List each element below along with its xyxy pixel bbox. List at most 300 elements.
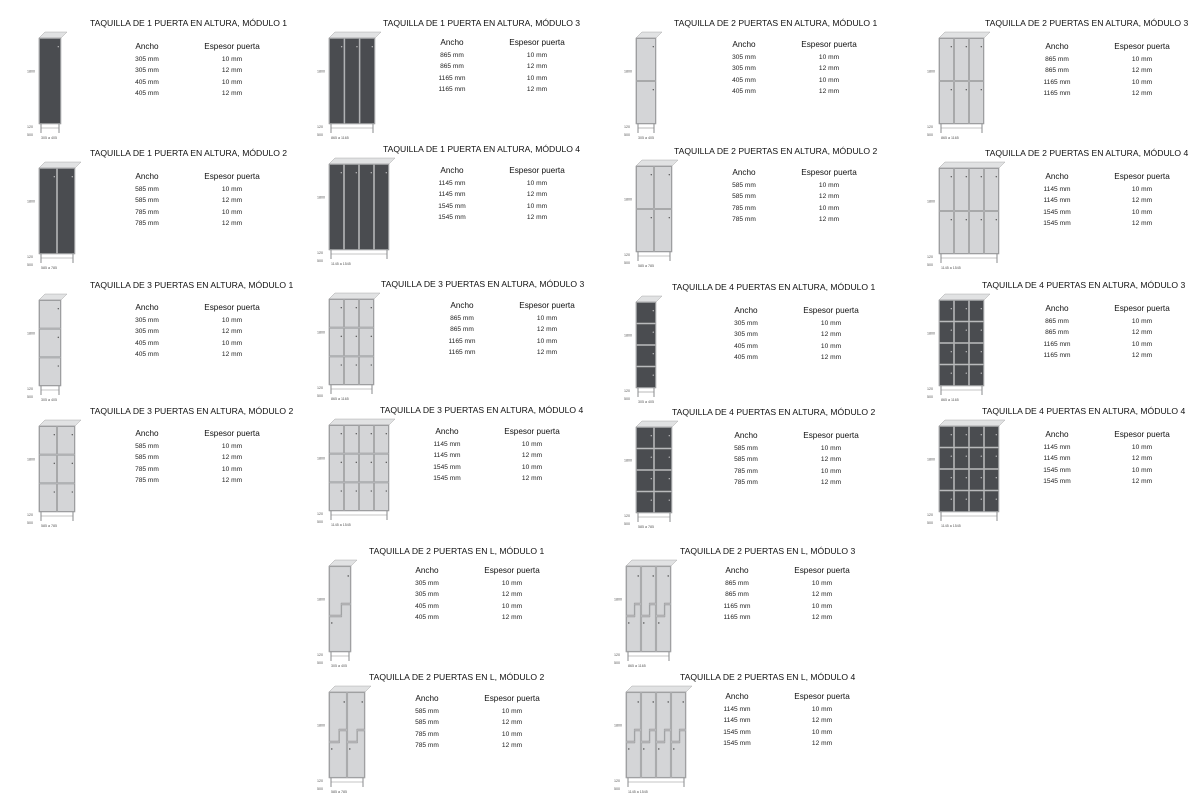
thickness-value: 12 mm [536, 349, 558, 357]
lock-icon [966, 89, 967, 90]
lock-icon [386, 462, 387, 463]
thickness-value: 12 mm [811, 591, 833, 599]
lock-icon [981, 434, 982, 435]
leg-dimension-label: 120 [927, 255, 933, 259]
lock-icon [658, 748, 659, 749]
locker-door [40, 358, 61, 385]
leg-dimension-label: 120 [317, 653, 323, 657]
width-column-header: Ancho [732, 168, 756, 177]
depth-dimension-label: 500 [27, 133, 33, 137]
thickness-value: 10 mm [221, 78, 243, 86]
locker-door [360, 165, 374, 250]
locker-door [970, 169, 984, 211]
height-dimension-label: 1800 [317, 69, 325, 74]
spec-table [717, 168, 887, 226]
locker-module-card [925, 280, 1204, 400]
locker-door [940, 82, 954, 124]
lock-icon [386, 490, 387, 491]
spec-row [435, 336, 605, 347]
leg-dimension-label: 120 [927, 513, 933, 517]
spec-row [719, 318, 889, 329]
lock-icon [341, 433, 342, 434]
locker-door [375, 483, 389, 510]
lock-icon [951, 477, 952, 478]
spec-row [425, 84, 595, 95]
lock-icon [341, 307, 342, 308]
locker-door [940, 344, 954, 364]
locker-door [955, 39, 969, 81]
locker-module-card [315, 546, 605, 666]
locker-door [330, 483, 344, 510]
leg-dimension-label: 120 [624, 514, 630, 518]
locker-door [637, 324, 656, 344]
width-dimension-label: 865 a 1165 [941, 398, 959, 402]
width-dimension-label: 585 a 785 [331, 790, 347, 794]
lock-icon [981, 373, 982, 374]
depth-dimension-label: 500 [317, 394, 323, 398]
lock-icon [643, 748, 644, 749]
width-value: 1545 mm [438, 214, 466, 222]
locker-door [970, 82, 984, 124]
spec-row [719, 329, 889, 340]
lock-icon [981, 330, 982, 331]
lock-icon [331, 622, 332, 623]
lock-icon [951, 46, 952, 47]
locker-door [40, 169, 57, 254]
height-dimension-label: 1800 [927, 199, 935, 204]
locker-door [637, 167, 654, 209]
spec-row [710, 589, 880, 600]
lock-icon [386, 433, 387, 434]
lock-icon [356, 46, 357, 47]
depth-dimension-label: 500 [317, 787, 323, 791]
width-value: 305 mm [734, 331, 758, 339]
thickness-column-header: Espesor puerta [801, 168, 857, 177]
locker-door [970, 212, 984, 254]
thickness-value: 12 mm [1131, 90, 1153, 98]
thickness-value: 12 mm [521, 475, 543, 483]
width-value: 1145 mm [433, 441, 461, 448]
spec-row [717, 214, 887, 225]
lock-icon [54, 434, 55, 435]
lock-icon [981, 89, 982, 90]
width-column-header: Ancho [415, 694, 439, 703]
lock-icon [951, 176, 952, 177]
spec-row [719, 466, 889, 477]
spec-table [1030, 430, 1200, 488]
width-dimension-label: 1145 a 1545 [331, 262, 351, 266]
width-value: 405 mm [415, 602, 439, 610]
locker-door [40, 301, 61, 328]
lock-icon [341, 364, 342, 365]
thickness-value: 12 mm [820, 354, 842, 362]
lock-icon [653, 353, 654, 354]
locker-module-card [612, 672, 902, 792]
thickness-value: 10 mm [1131, 78, 1153, 86]
width-value: 305 mm [732, 65, 756, 73]
locker-illustration [622, 146, 702, 266]
width-value: 785 mm [732, 204, 756, 212]
locker-illustration [925, 406, 1005, 526]
locker-top [329, 560, 357, 566]
locker-module-card [25, 148, 315, 268]
spec-table [120, 42, 290, 100]
spec-row [120, 326, 290, 337]
lock-icon [651, 500, 652, 501]
lock-icon [669, 435, 670, 436]
module-title: TAQUILLA DE 4 PUERTAS EN ALTURA, MÓDULO 3 [982, 280, 1186, 290]
lock-icon [981, 219, 982, 220]
locker-door [345, 483, 359, 510]
lock-icon [58, 337, 59, 338]
thickness-value: 10 mm [521, 463, 543, 471]
lock-icon [966, 499, 967, 500]
width-value: 1545 mm [1043, 208, 1071, 216]
thickness-value: 12 mm [1131, 352, 1153, 360]
width-dimension-label: 585 a 785 [638, 264, 654, 268]
thickness-column-header: Espesor puerta [204, 303, 260, 312]
height-dimension-label: 1800 [317, 597, 325, 602]
width-value: 785 mm [732, 216, 756, 224]
width-value: 1545 mm [723, 728, 751, 736]
thickness-value: 12 mm [818, 216, 840, 224]
lock-icon [372, 46, 373, 47]
thickness-column-header: Espesor puerta [1114, 42, 1170, 51]
spec-row [1030, 195, 1200, 206]
width-column-header: Ancho [734, 306, 758, 315]
spec-row [710, 715, 880, 726]
lock-icon [72, 491, 73, 492]
thickness-value: 12 mm [820, 331, 842, 339]
lock-icon [651, 457, 652, 458]
spec-table-header [120, 429, 290, 438]
spec-table [120, 172, 290, 230]
locker-illustration [315, 279, 395, 399]
spec-table-header [420, 427, 590, 436]
spec-row [120, 315, 290, 326]
leg-dimension-label: 120 [317, 251, 323, 255]
locker-door [955, 427, 969, 447]
width-value: 1165 mm [1043, 78, 1071, 86]
locker-top [626, 560, 677, 566]
module-title: TAQUILLA DE 2 PUERTAS EN L, MÓDULO 4 [680, 672, 856, 682]
thickness-value: 12 mm [521, 452, 543, 460]
spec-table-header [425, 166, 595, 175]
lock-icon [356, 364, 357, 365]
spec-row [425, 73, 595, 84]
spec-row [120, 475, 290, 486]
lock-icon [669, 457, 670, 458]
width-value: 405 mm [415, 614, 439, 622]
spec-row [717, 75, 887, 86]
lock-icon [966, 176, 967, 177]
locker-illustration [612, 546, 692, 666]
module-title: TAQUILLA DE 2 PUERTAS EN L, MÓDULO 3 [680, 546, 856, 556]
spec-table-header [425, 38, 595, 47]
thickness-column-header: Espesor puerta [794, 692, 850, 701]
width-value: 585 mm [135, 186, 159, 193]
lock-icon [638, 701, 639, 702]
thickness-value: 12 mm [526, 86, 548, 94]
leg-dimension-label: 120 [624, 253, 630, 257]
spec-row [710, 601, 880, 612]
locker-illustration [925, 280, 1005, 400]
locker-door [637, 428, 654, 448]
locker-door [955, 212, 969, 254]
lock-icon [951, 499, 952, 500]
spec-table-header [1030, 172, 1200, 181]
lock-icon [996, 499, 997, 500]
height-dimension-label: 1800 [27, 199, 35, 204]
spec-row [719, 341, 889, 352]
module-title: TAQUILLA DE 2 PUERTAS EN ALTURA, MÓDULO 3 [985, 18, 1189, 28]
lock-icon [653, 575, 654, 576]
spec-table-header [120, 42, 290, 51]
locker-door [940, 301, 954, 321]
spec-row [425, 189, 595, 200]
depth-dimension-label: 500 [27, 263, 33, 267]
width-value: 785 mm [734, 467, 758, 475]
locker-door [985, 448, 999, 468]
thickness-column-header: Espesor puerta [504, 427, 560, 436]
spec-row [1030, 54, 1200, 65]
module-title: TAQUILLA DE 3 PUERTAS EN ALTURA, MÓDULO 2 [90, 406, 294, 416]
lock-icon [951, 308, 952, 309]
width-value: 305 mm [135, 328, 159, 336]
locker-top [939, 32, 990, 38]
depth-dimension-label: 500 [927, 521, 933, 525]
locker-door [360, 300, 374, 327]
locker-door [375, 165, 389, 250]
thickness-value: 10 mm [818, 76, 840, 84]
thickness-value: 10 mm [526, 202, 548, 210]
lock-icon [72, 463, 73, 464]
locker-door [637, 346, 656, 366]
spec-row [400, 601, 570, 612]
width-value: 585 mm [135, 197, 159, 205]
thickness-value: 12 mm [501, 742, 523, 750]
locker-top [39, 162, 81, 168]
spec-row [120, 441, 290, 452]
thickness-column-header: Espesor puerta [794, 566, 850, 575]
locker-door [970, 344, 984, 364]
width-value: 865 mm [440, 52, 464, 59]
width-dimension-label: 865 a 1165 [331, 136, 349, 140]
spec-row [717, 63, 887, 74]
lock-icon [669, 478, 670, 479]
thickness-value: 12 mm [1131, 67, 1153, 75]
locker-door [955, 301, 969, 321]
spec-row [1030, 327, 1200, 338]
module-title: TAQUILLA DE 4 PUERTAS EN ALTURA, MÓDULO 2 [672, 407, 876, 417]
lock-icon [669, 500, 670, 501]
lock-icon [668, 575, 669, 576]
lock-icon [669, 217, 670, 218]
thickness-column-header: Espesor puerta [484, 566, 540, 575]
width-dimension-label: 585 a 785 [41, 266, 57, 270]
width-value: 1545 mm [723, 740, 751, 748]
width-value: 585 mm [732, 182, 756, 189]
spec-row [435, 347, 605, 358]
spec-table [120, 303, 290, 361]
width-value: 1165 mm [438, 86, 466, 94]
thickness-value: 10 mm [221, 317, 243, 324]
width-value: 405 mm [135, 339, 159, 347]
thickness-value: 12 mm [526, 191, 548, 199]
locker-door [637, 471, 654, 491]
lock-icon [981, 308, 982, 309]
locker-door [375, 454, 389, 481]
width-value: 865 mm [1045, 329, 1069, 337]
lock-icon [356, 307, 357, 308]
locker-door [655, 210, 672, 252]
spec-row [120, 218, 290, 229]
width-value: 1545 mm [433, 463, 461, 471]
width-column-header: Ancho [450, 301, 474, 310]
spec-row [120, 452, 290, 463]
locker-module-card [622, 282, 912, 402]
lock-icon [966, 330, 967, 331]
spec-table [400, 694, 570, 752]
spec-row [420, 450, 590, 461]
locker-door [940, 448, 954, 468]
thickness-value: 12 mm [1131, 329, 1153, 337]
locker-module-card [612, 546, 902, 666]
thickness-value: 12 mm [1131, 478, 1153, 486]
leg-dimension-label: 120 [317, 125, 323, 129]
locker-illustration [25, 406, 105, 526]
spec-table-header [1030, 430, 1200, 439]
lock-icon [966, 219, 967, 220]
locker-door [940, 470, 954, 490]
locker-door [940, 322, 954, 342]
lock-icon [54, 491, 55, 492]
width-value: 305 mm [135, 56, 159, 63]
lock-icon [658, 622, 659, 623]
locker-door [637, 367, 656, 387]
width-column-header: Ancho [732, 40, 756, 49]
thickness-value: 10 mm [1131, 444, 1153, 451]
module-title: TAQUILLA DE 1 PUERTA EN ALTURA, MÓDULO 4 [383, 144, 581, 154]
thickness-column-header: Espesor puerta [519, 301, 575, 310]
spec-row [710, 578, 880, 589]
locker-illustration [315, 18, 395, 138]
lock-icon [966, 434, 967, 435]
locker-top [329, 293, 380, 299]
width-column-header: Ancho [734, 431, 758, 440]
spec-row [425, 50, 595, 61]
thickness-value: 12 mm [820, 479, 842, 487]
locker-door [955, 322, 969, 342]
module-title: TAQUILLA DE 2 PUERTAS EN L, MÓDULO 1 [369, 546, 545, 556]
lock-icon [371, 307, 372, 308]
spec-row [719, 454, 889, 465]
leg-dimension-label: 120 [927, 125, 933, 129]
width-value: 305 mm [415, 580, 439, 587]
spec-row [400, 706, 570, 717]
thickness-value: 12 mm [221, 477, 243, 485]
width-column-header: Ancho [1045, 42, 1069, 51]
thickness-column-header: Espesor puerta [1114, 430, 1170, 439]
width-value: 1545 mm [1043, 466, 1071, 474]
locker-top [39, 294, 67, 300]
lock-icon [344, 701, 345, 702]
lock-icon [996, 477, 997, 478]
thickness-value: 10 mm [501, 602, 523, 610]
lock-icon [951, 219, 952, 220]
locker-door [970, 427, 984, 447]
locker-door [940, 365, 954, 385]
thickness-column-header: Espesor puerta [803, 431, 859, 440]
thickness-value: 12 mm [221, 67, 243, 75]
locker-top [329, 686, 371, 692]
lock-icon [72, 434, 73, 435]
spec-row [120, 77, 290, 88]
width-value: 785 mm [135, 477, 159, 485]
spec-table [717, 40, 887, 98]
lock-icon [981, 176, 982, 177]
thickness-column-header: Espesor puerta [204, 429, 260, 438]
lock-icon [341, 462, 342, 463]
depth-dimension-label: 500 [614, 787, 620, 791]
lock-icon [643, 622, 644, 623]
lock-icon [981, 351, 982, 352]
width-column-header: Ancho [440, 166, 464, 175]
width-value: 865 mm [725, 591, 749, 599]
height-dimension-label: 1800 [614, 723, 622, 728]
spec-table-header [717, 40, 887, 49]
locker-illustration [315, 672, 395, 792]
leg-dimension-label: 120 [927, 387, 933, 391]
thickness-value: 12 mm [501, 591, 523, 599]
lock-icon [653, 701, 654, 702]
locker-module-card [25, 406, 315, 526]
width-value: 865 mm [450, 326, 474, 334]
depth-dimension-label: 500 [317, 520, 323, 524]
locker-module-card [315, 144, 605, 264]
locker-illustration [925, 18, 1005, 138]
width-dimension-label: 305 a 405 [41, 136, 57, 140]
thickness-value: 10 mm [221, 465, 243, 473]
locker-door [360, 39, 374, 124]
thickness-value: 10 mm [811, 580, 833, 587]
lock-icon [966, 456, 967, 457]
width-value: 865 mm [450, 315, 474, 322]
locker-door [985, 169, 999, 211]
lock-icon [653, 375, 654, 376]
spec-table-header [719, 306, 889, 315]
lock-icon [371, 490, 372, 491]
locker-door [940, 491, 954, 511]
lock-icon [348, 575, 349, 576]
lock-icon [966, 477, 967, 478]
locker-door [345, 165, 359, 250]
width-value: 865 mm [1045, 318, 1069, 325]
thickness-value: 10 mm [536, 315, 558, 322]
module-title: TAQUILLA DE 1 PUERTA EN ALTURA, MÓDULO 3 [383, 18, 581, 28]
leg-dimension-label: 120 [27, 387, 33, 391]
locker-door [58, 427, 75, 454]
thickness-value: 10 mm [1131, 318, 1153, 325]
module-title: TAQUILLA DE 1 PUERTA EN ALTURA, MÓDULO 1 [90, 18, 288, 28]
depth-dimension-label: 500 [317, 661, 323, 665]
depth-dimension-label: 500 [27, 395, 33, 399]
locker-top [636, 421, 678, 427]
width-dimension-label: 585 a 785 [638, 525, 654, 529]
thickness-value: 12 mm [526, 63, 548, 71]
locker-top [636, 160, 678, 166]
thickness-column-header: Espesor puerta [204, 172, 260, 181]
